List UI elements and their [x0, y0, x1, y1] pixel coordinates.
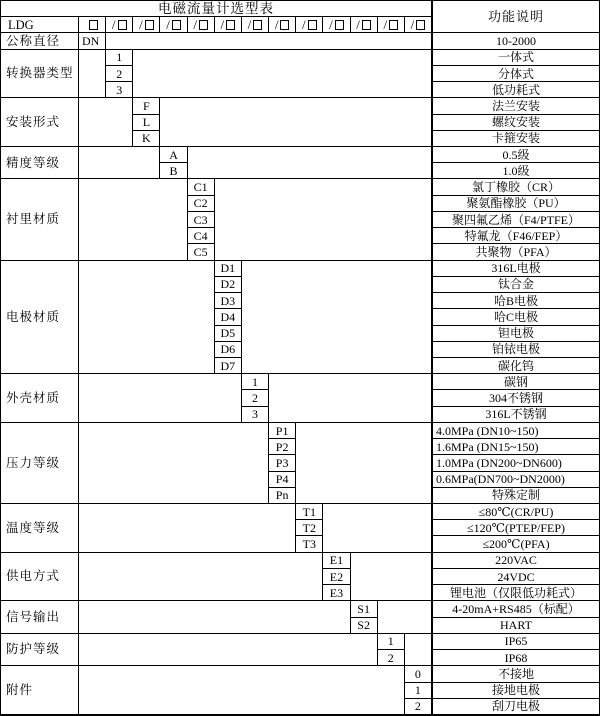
description-cell: 螺纹安装 [432, 115, 599, 131]
slash-glyph: / [356, 17, 360, 33]
code-cell: K [133, 131, 160, 147]
description-cell: 一体式 [432, 50, 599, 66]
spacer-cell [79, 374, 242, 423]
category-label: 防护等级 [1, 634, 79, 666]
function-description-header: 功能说明 [432, 1, 599, 33]
description-cell: 4-20mA+RS485（标配） [432, 601, 599, 617]
checkbox-glyph [362, 20, 371, 30]
category-label: 附件 [1, 666, 79, 715]
model-code-slot [351, 17, 378, 33]
code-cell: P2 [269, 439, 296, 455]
slash-glyph: / [329, 17, 333, 33]
slash-glyph: / [247, 17, 252, 33]
description-cell: ≤200℃(PFA) [432, 536, 599, 552]
code-cell: 1 [405, 683, 432, 699]
spacer-cell [323, 504, 432, 553]
code-cell: Pn [269, 488, 296, 504]
spacer-cell [188, 147, 432, 179]
category-label: 供电方式 [1, 553, 79, 602]
code-cell: C5 [188, 244, 215, 260]
model-code-slot [378, 17, 405, 33]
code-cell: DN [79, 33, 106, 49]
description-cell: 聚四氟乙烯（F4/PTFE） [432, 212, 599, 228]
category-label: 电极材质 [1, 261, 79, 375]
description-cell: 0.6MPa(DN700~DN2000) [432, 472, 599, 488]
description-cell: 碳化钨 [432, 358, 599, 374]
description-cell: 10-2000 [432, 33, 599, 49]
spacer-cell [79, 261, 215, 375]
description-cell: 220VAC [432, 553, 599, 569]
checkbox-glyph [226, 20, 235, 30]
spacer-cell [79, 553, 323, 602]
checkbox-glyph [280, 20, 289, 30]
model-code-slot [323, 17, 350, 33]
code-cell: D1 [215, 261, 242, 277]
description-cell: 4.0MPa (DN10~150) [432, 423, 599, 439]
code-cell: C3 [188, 212, 215, 228]
spacer-cell [215, 179, 432, 260]
code-cell: 2 [405, 699, 432, 715]
code-cell: C2 [188, 196, 215, 212]
category-label: 信号输出 [1, 601, 79, 633]
description-cell: ≤120℃(PTEP/FEP) [432, 520, 599, 536]
code-cell: D6 [215, 342, 242, 358]
description-cell: 分体式 [432, 66, 599, 82]
description-cell: 低功耗式 [432, 82, 599, 98]
description-cell: 1.0MPa (DN200~DN600) [432, 455, 599, 471]
code-cell: L [133, 115, 160, 131]
spacer-cell [79, 423, 269, 504]
model-code-slot [269, 17, 296, 33]
description-cell: 锂电池（仅限低功耗式） [432, 585, 599, 601]
category-label: 压力等级 [1, 423, 79, 504]
spacer-cell [405, 634, 432, 666]
description-cell: IP65 [432, 634, 599, 650]
description-cell: 铂铱电极 [432, 342, 599, 358]
model-prefix-cell: LDG [1, 17, 79, 33]
code-cell: B [160, 163, 187, 179]
spacer-cell [79, 98, 133, 147]
model-code-slot [188, 17, 215, 33]
spacer-cell [79, 666, 405, 715]
description-cell: 哈B电极 [432, 293, 599, 309]
code-cell: 3 [106, 82, 133, 98]
code-cell: T3 [296, 536, 323, 552]
description-cell: 不接地 [432, 666, 599, 682]
description-cell: 哈C电极 [432, 309, 599, 325]
code-cell: E3 [323, 585, 350, 601]
category-label: 衬里材质 [1, 179, 79, 260]
slash-glyph: / [274, 17, 279, 33]
description-cell: IP68 [432, 650, 599, 666]
description-cell: 304不锈钢 [432, 390, 599, 406]
description-cell: 卡箍安装 [432, 131, 599, 147]
code-cell: D2 [215, 277, 242, 293]
description-cell: ≤80℃(CR/PU) [432, 504, 599, 520]
category-label: 公称直径 [1, 33, 79, 49]
spacer-cell [351, 553, 432, 602]
code-cell: 3 [242, 407, 269, 423]
code-cell: T1 [296, 504, 323, 520]
code-cell: P3 [269, 455, 296, 471]
code-cell: D7 [215, 358, 242, 374]
checkbox-glyph [199, 20, 208, 30]
description-cell: HART [432, 618, 599, 634]
model-code-slot [160, 17, 187, 33]
code-cell: E2 [323, 569, 350, 585]
slash-glyph: / [193, 17, 197, 33]
spacer-cell [133, 50, 432, 99]
code-cell: D5 [215, 326, 242, 342]
slash-glyph: / [220, 17, 225, 33]
spacer-cell [378, 601, 432, 633]
model-code-slot [133, 17, 160, 33]
spacer-cell [79, 179, 188, 260]
spacer-cell [79, 601, 351, 633]
table-title: 电磁流量计选型表 [1, 1, 432, 17]
slash-glyph: / [139, 17, 143, 33]
description-cell: 聚氨酯橡胶（PU） [432, 196, 599, 212]
code-cell: 0 [405, 666, 432, 682]
spacer-cell [269, 374, 432, 423]
checkbox-glyph [172, 20, 181, 30]
description-cell: 1.6MPa (DN15~150) [432, 439, 599, 455]
slash-glyph: / [383, 17, 388, 33]
category-label: 安装形式 [1, 98, 79, 147]
description-cell: 刮刀电极 [432, 699, 599, 715]
slash-glyph: / [301, 17, 306, 33]
code-cell: P1 [269, 423, 296, 439]
spacer-cell [79, 634, 378, 666]
code-cell: F [133, 98, 160, 114]
category-label: 精度等级 [1, 147, 79, 179]
checkbox-glyph [253, 20, 262, 30]
code-cell: D3 [215, 293, 242, 309]
category-label: 外壳材质 [1, 374, 79, 423]
description-cell: 钽电极 [432, 326, 599, 342]
code-cell: T2 [296, 520, 323, 536]
checkbox-glyph [389, 20, 398, 30]
spacer-cell [296, 423, 432, 504]
description-cell: 碳钢 [432, 374, 599, 390]
code-cell: 1 [106, 50, 133, 66]
code-cell: C4 [188, 228, 215, 244]
slash-glyph: / [166, 17, 170, 33]
description-cell: 钛合金 [432, 277, 599, 293]
category-label: 转换器类型 [1, 50, 79, 99]
description-cell: 氯丁橡胶（CR） [432, 179, 599, 195]
spacer-cell [79, 504, 296, 553]
spacer-cell [242, 261, 432, 375]
code-cell: P4 [269, 472, 296, 488]
spacer-cell [160, 98, 432, 147]
model-code-slot [215, 17, 242, 33]
model-code-slot [405, 17, 432, 33]
code-cell: 1 [242, 374, 269, 390]
checkbox-glyph [118, 20, 127, 30]
checkbox-glyph [308, 20, 317, 30]
code-cell: E1 [323, 553, 350, 569]
code-cell: C1 [188, 179, 215, 195]
spacer-cell [79, 147, 160, 179]
description-cell: 特殊定制 [432, 488, 599, 504]
category-label: 温度等级 [1, 504, 79, 553]
slash-glyph: / [410, 17, 415, 33]
description-cell: 316L电极 [432, 261, 599, 277]
code-cell: D4 [215, 309, 242, 325]
description-cell: 24VDC [432, 569, 599, 585]
description-cell: 法兰安装 [432, 98, 599, 114]
description-cell: 接地电极 [432, 683, 599, 699]
description-cell: 0.5级 [432, 147, 599, 163]
code-cell: A [160, 147, 187, 163]
code-cell: 1 [378, 634, 405, 650]
spacer-cell [79, 50, 106, 99]
spacer-cell [106, 33, 432, 49]
checkbox-glyph [145, 20, 154, 30]
model-code-box-first [79, 17, 106, 33]
model-code-slot [106, 17, 133, 33]
description-cell: 1.0级 [432, 163, 599, 179]
code-cell: S1 [351, 601, 378, 617]
description-cell: 特氟龙（F46/FEP） [432, 228, 599, 244]
code-cell: 2 [242, 390, 269, 406]
slash-glyph: / [111, 17, 116, 33]
model-code-slot [296, 17, 323, 33]
checkbox-glyph [416, 20, 425, 30]
description-cell: 316L不锈钢 [432, 407, 599, 423]
description-cell: 共聚物（PFA） [432, 244, 599, 260]
model-code-slot [242, 17, 269, 33]
code-cell: S2 [351, 618, 378, 634]
code-cell: 2 [378, 650, 405, 666]
code-cell: 2 [106, 66, 133, 82]
checkbox-glyph [335, 20, 344, 30]
checkbox-glyph [89, 20, 98, 30]
